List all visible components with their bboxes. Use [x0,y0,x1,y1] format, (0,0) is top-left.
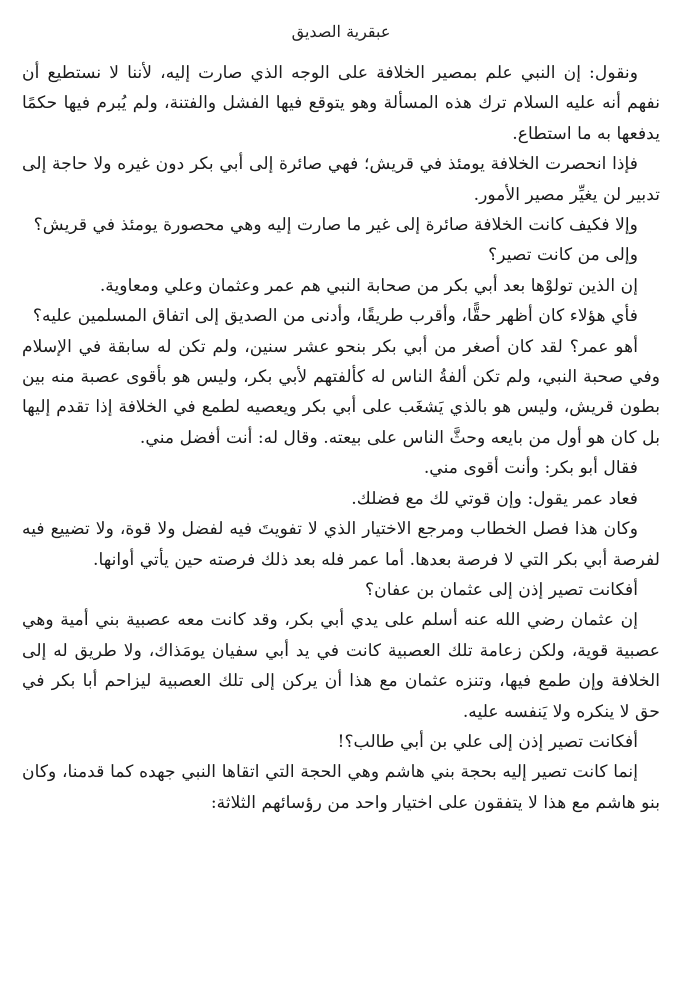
paragraph: إنما كانت تصير إليه بحجة بني هاشم وهي الحجة التي اتقاها النبي جهده كما قدمنا، وكان بنو هاشم مع هذا لا يتفقون على اختيار واحد من رؤسائهم الثلاثة: [22,762,660,813]
paragraph: أفكانت تصير إذن إلى علي بن أبي طالب؟! [337,731,638,752]
paragraph: وكان هذا فصل الخطاب ومرجع الاختيار الذي لا تفويتَ فيه لفضل ولا قوة، ولا تضييع فيه لفرصة أبي بكر التي لا فرصة بعدها. أما عمر فله بعد ذلك فرصته حين يأتي أوانها. [22,519,660,570]
paragraph: وإلا فكيف كانت الخلافة صائرة إلى غير ما صارت إليه وهي محصورة يومئذ في قريش؟ [33,215,638,236]
paragraph: فقال أبو بكر: وأنت أقوى مني. [423,458,638,479]
paragraph: فعاد عمر يقول: وإن قوتي لك مع فضلك. [351,488,638,509]
paragraph: أفكانت تصير إذن إلى عثمان بن عفان؟ [365,579,638,600]
paragraph: وإلى من كانت تصير؟ [488,245,638,266]
paragraph: إن الذين تولوْها بعد أبي بكر من صحابة النبي هم عمر وعثمان وعلي ومعاوية. [99,275,638,296]
paragraph: إن عثمان رضي الله عنه أسلم على يدي أبي بكر، وقد كانت معه عصبية بني أمية وهي عصبية قوية، ولكن زعامة تلك العصبية كانت في يد أبي سفيان يومَذاك، ولا طريق له إلى الخلافة وإن طمع فيها، وتنزه عثمان مع هذا أن يركن إلى تلك العصبية ليزاحم أبا بكر في حق لا ينكره ولا يَنفسه عليه. [22,610,660,722]
paragraph: أهو عمر؟ لقد كان أصغر من أبي بكر بنحو عشر سنين، ولم تكن له سابقة في الإسلام وفي صحبة النبي، ولم تكن ألفةُ الناس له كألفتهم لأبي بكر، وليس هو بأقوى عصبة منه بين بطون قريش، وليس هو بالذي يَشغَب على أبي بكر ويعصيه لطمع في الخلافة إذا تقدم إليها بل كان هو أول من بايعه وحثَّ الناس على بيعته. وقال له: أنت أفضل مني. [22,336,660,448]
paragraph: فإذا انحصرت الخلافة يومئذ في قريش؛ فهي صائرة إلى أبي بكر دون غيره ولا حاجة إلى تدبير لن يغيِّر مصير الأمور. [22,154,660,205]
paragraph: ونقول: إن النبي علم بمصير الخلافة على الوجه الذي صارت إليه، لأننا لا نستطيع أن نفهم أنه عليه السلام ترك هذه المسألة وهو يتوقع فيها الفشل والفتنة، ولم يُبرم فيها حكمًا يدفعها به ما استطاع. [22,63,660,144]
running-header: عبقرية الصديق [291,22,391,41]
body-text [22,58,660,818]
paragraph: فأي هؤلاء كان أظهر حقًّا، وأقرب طريقًا، وأدنى من الصديق إلى اتفاق المسلمين عليه؟ [32,306,638,327]
